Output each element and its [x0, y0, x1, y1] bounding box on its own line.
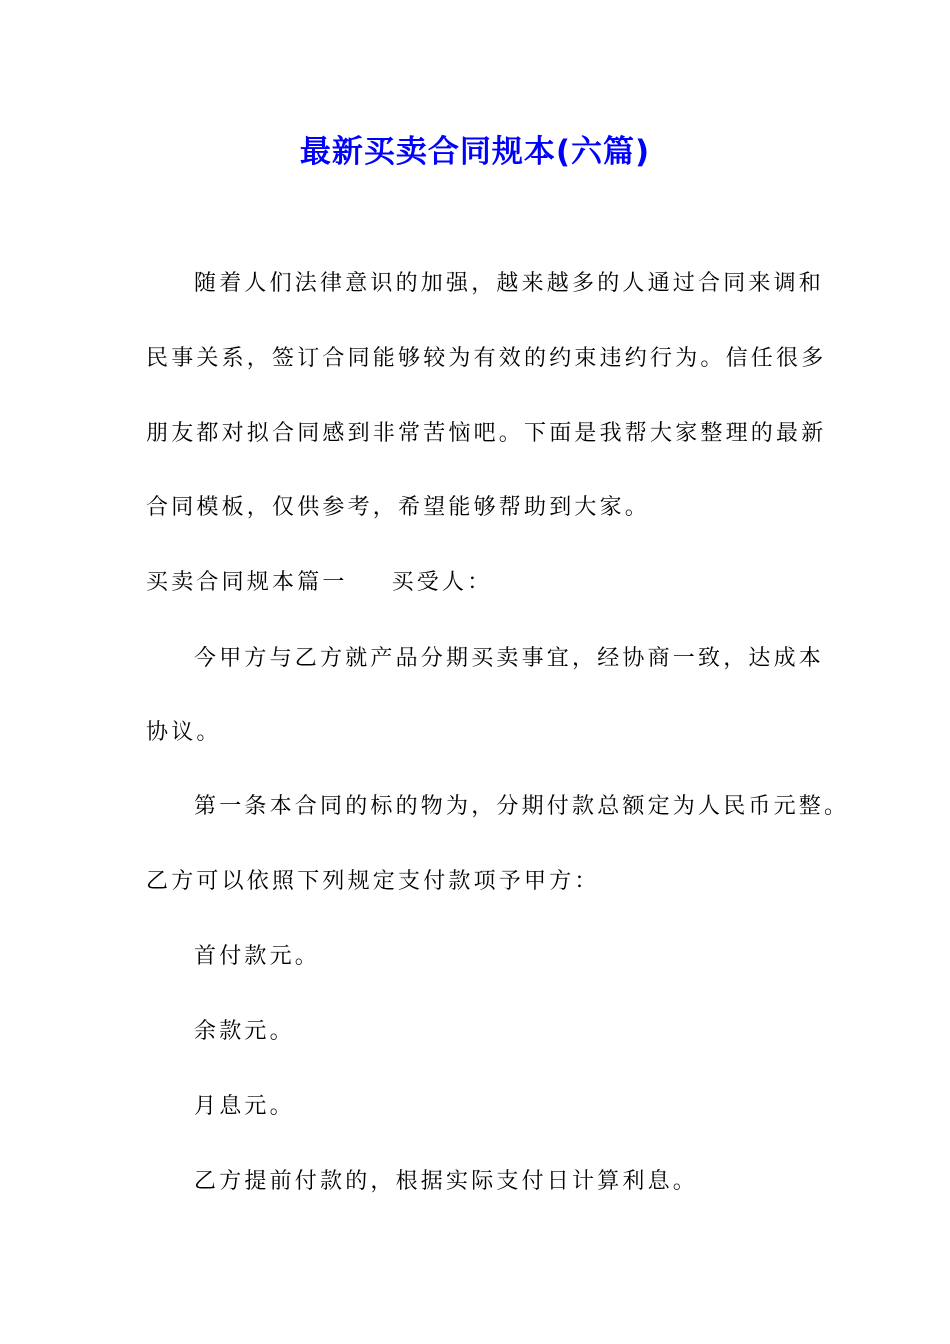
- intro-line-4: 合同模板，仅供参考，希望能够帮助到大家。: [146, 495, 651, 520]
- intro-line-1: 随着人们法律意识的加强，越来越多的人通过合同来调和: [194, 271, 825, 296]
- body-line-7: 月息元。: [194, 1094, 295, 1119]
- body-line-1: 今甲方与乙方就产品分期买卖事宜，经协商一致，达成本: [194, 646, 825, 671]
- section-heading: 买卖合同规本篇一: [146, 570, 348, 595]
- body-line-6: 余款元。: [194, 1019, 295, 1044]
- body-line-5: 首付款元。: [194, 944, 321, 969]
- body-line-4: 乙方可以依照下列规定支付款项予甲方：: [146, 869, 600, 894]
- intro-line-3: 朋友都对拟合同感到非常苦恼吧。下面是我帮大家整理的最新: [146, 421, 827, 446]
- buyer-label: 买受人：: [391, 570, 493, 595]
- intro-line-2: 民事关系，签订合同能够较为有效的约束违约行为。信任很多: [146, 346, 827, 371]
- document-title: 最新买卖合同规本(六篇): [299, 134, 651, 170]
- body-line-8: 乙方提前付款的，根据实际支付日计算利息。: [194, 1169, 699, 1194]
- body-line-2: 协议。: [146, 720, 222, 745]
- body-line-3: 第一条本合同的标的物为，分期付款总额定为人民币元整。: [194, 794, 850, 819]
- section-heading-line: [146, 567, 492, 599]
